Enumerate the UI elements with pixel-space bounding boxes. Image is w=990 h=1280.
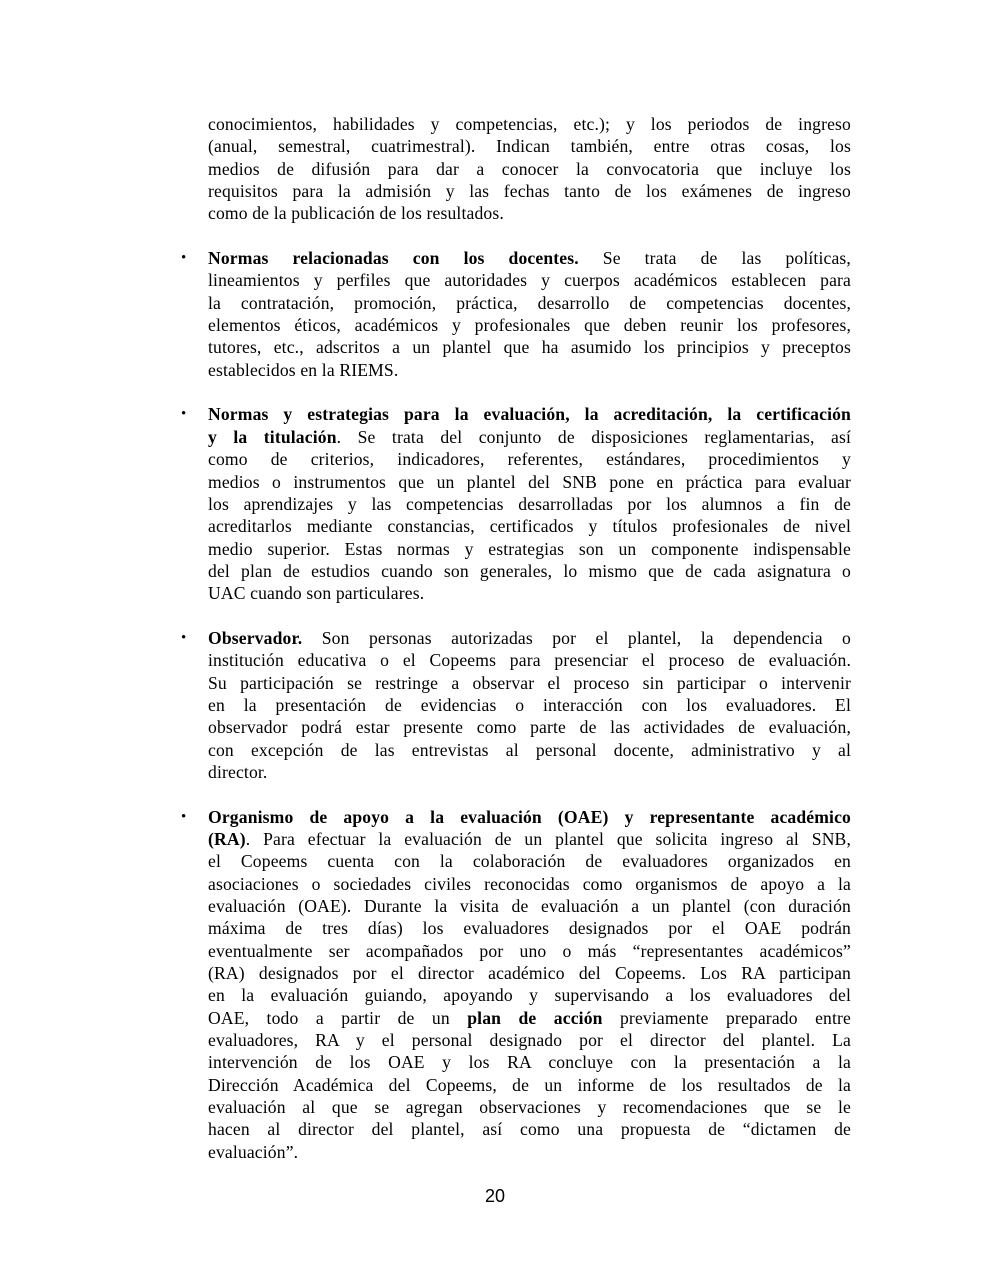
text-segment: medios de difusión para dar a conocer la convocatoria que incluye los (208, 158, 851, 179)
text-segment: la contratación, promoción, práctica, desarrollo de competencias docentes, (208, 292, 851, 313)
text-line (208, 917, 851, 939)
text-line (208, 1141, 851, 1163)
text-segment: como de la publicación de los resultados. (208, 203, 504, 224)
text-line (208, 314, 851, 336)
bold-term: (RA) (208, 829, 246, 849)
text-line (208, 940, 851, 962)
page-number: 20 (484, 1186, 506, 1206)
text-line (208, 471, 851, 493)
text-line (208, 582, 851, 604)
text-segment: requisitos para la admisión y las fechas tanto de los exámenes de ingreso (208, 181, 851, 202)
bold-term: Organismo de apoyo a la evaluación (OAE) y representante académico (208, 806, 851, 827)
text-line (208, 1074, 851, 1096)
text-segment: evaluación al que se agregan observaciones y recomendaciones que se le (208, 1097, 851, 1118)
text-segment: (RA) designados por el director académico del Copeems. Los RA participan (208, 963, 851, 984)
text-segment: medios o instrumentos que un plantel del SNB pone en práctica para evaluar (208, 471, 851, 492)
text-segment: Dirección Académica del Copeems, de un informe de los resultados de la (208, 1074, 851, 1095)
text-segment: los aprendizajes y las competencias desarrolladas por los alumnos a fin de (208, 493, 851, 514)
bullet-list-item (181, 247, 851, 381)
bold-term: plan de acción (467, 1007, 603, 1028)
text-segment: acreditarlos mediante constancias, certificados y títulos profesionales de nivel (208, 516, 851, 537)
text-segment: Se trata de las políticas, (578, 248, 851, 269)
text-line (208, 716, 851, 738)
text-line (208, 694, 851, 716)
text-line (208, 739, 851, 761)
text-segment: intervención de los OAE y los RA concluye con la presentación a la (208, 1052, 851, 1073)
text-line (208, 448, 851, 470)
text-line (208, 850, 851, 872)
text-line (208, 292, 851, 314)
text-segment: Son personas autorizadas por el plantel, la dependencia o (302, 627, 851, 648)
text-segment: máxima de tres días) los evaluadores designados por el OAE podrán (208, 918, 851, 939)
text-segment: eventualmente ser acompañados por uno o más “representantes académicos” (208, 940, 851, 961)
text-segment: . Se trata del conjunto de disposiciones reglamentarias, así (336, 426, 851, 447)
text-segment: conocimientos, habilidades y competencias, etc.); y los periodos de ingreso (208, 114, 851, 134)
text-line (208, 1096, 851, 1118)
bold-term: Normas y estrategias para la evaluación, la acreditación, la certificación (208, 404, 851, 425)
text-line (208, 336, 851, 358)
bold-term: Normas relacionadas con los docentes. (208, 248, 579, 269)
bullet-icon: • (181, 250, 187, 267)
text-line (208, 1007, 851, 1029)
text-segment: (anual, semestral, cuatrimestral). Indican también, entre otras cosas, los (208, 136, 851, 157)
text-line (208, 515, 851, 537)
text-segment: evaluación (OAE). Durante la visita de evaluación a un plantel (con duración (208, 896, 851, 917)
text-segment: OAE, todo a partir de un (208, 1007, 468, 1028)
text-segment: director. (208, 761, 268, 782)
text-line (208, 984, 851, 1006)
text-segment: evaluadores, RA y el personal designado por el director del plantel. La (208, 1030, 851, 1051)
text-segment: observador podrá estar presente como parte de las actividades de evaluación, (208, 717, 851, 738)
text-segment: en la presentación de evidencias o interacción con los evaluadores. El (208, 694, 851, 715)
text-line (208, 1051, 851, 1073)
text-segment: como de criterios, indicadores, referentes, estándares, procedimientos y (208, 449, 851, 470)
text-line (208, 269, 851, 291)
text-segment: evaluación”. (208, 1141, 299, 1162)
paragraph (208, 113, 851, 225)
bold-term: y la titulación (208, 426, 337, 447)
bullet-list-item (181, 403, 851, 604)
text-line (208, 560, 851, 582)
text-line (208, 247, 851, 269)
text-segment: elementos éticos, académicos y profesionales que deben reunir los profesores, (208, 315, 851, 336)
text-line (208, 806, 851, 828)
text-segment: el Copeems cuenta con la colaboración de evaluadores organizados en (208, 851, 851, 872)
text-line (208, 649, 851, 671)
text-line (208, 1118, 851, 1140)
text-segment: previamente preparado entre (602, 1007, 851, 1028)
text-segment: en la evaluación guiando, apoyando y supervisando a los evaluadores del (208, 985, 851, 1006)
document-body (181, 113, 851, 1186)
text-line (208, 1029, 851, 1051)
bullet-icon: • (181, 629, 187, 646)
bullet-list-item (181, 627, 851, 783)
text-line (208, 180, 851, 202)
text-line (208, 962, 851, 984)
text-segment: tutores, etc., adscritos a un plantel que ha asumido los principios y preceptos (208, 337, 851, 358)
text-segment: Su participación se restringe a observar el proceso sin participar o intervenir (208, 672, 851, 693)
bullet-list-item (181, 806, 851, 1164)
text-line (208, 135, 851, 157)
text-line (208, 426, 851, 448)
bullet-icon: • (181, 808, 187, 825)
text-line (208, 493, 851, 515)
text-line (208, 828, 851, 850)
text-line (208, 202, 851, 224)
text-line (208, 761, 851, 783)
bold-term: Observador. (208, 627, 303, 648)
text-segment: hacen al director del plantel, así como una propuesta de “dictamen de (208, 1119, 851, 1140)
text-line (208, 538, 851, 560)
text-line (208, 158, 851, 180)
text-segment: con excepción de las entrevistas al personal docente, administrativo y al (208, 739, 851, 760)
text-line (208, 895, 851, 917)
text-line (208, 672, 851, 694)
bullet-icon: • (181, 406, 187, 423)
text-segment: establecidos en la RIEMS. (208, 359, 399, 380)
text-segment: UAC cuando son particulares. (208, 583, 425, 604)
text-line (208, 873, 851, 895)
text-segment: medio superior. Estas normas y estrategias son un componente indispensable (208, 538, 851, 559)
text-line (208, 627, 851, 649)
text-segment: del plan de estudios cuando son generales, lo mismo que de cada asignatura o (208, 560, 851, 581)
text-segment: institución educativa o el Copeems para presenciar el proceso de evaluación. (208, 650, 851, 671)
text-line (208, 403, 851, 425)
text-segment: asociaciones o sociedades civiles reconocidas como organismos de apoyo a la (208, 873, 851, 894)
text-line (208, 359, 851, 381)
text-segment: lineamientos y perfiles que autoridades y cuerpos académicos establecen para (208, 270, 851, 291)
text-segment: . Para efectuar la evaluación de un plantel que solicita ingreso al SNB, (245, 829, 851, 849)
text-line (208, 113, 851, 135)
